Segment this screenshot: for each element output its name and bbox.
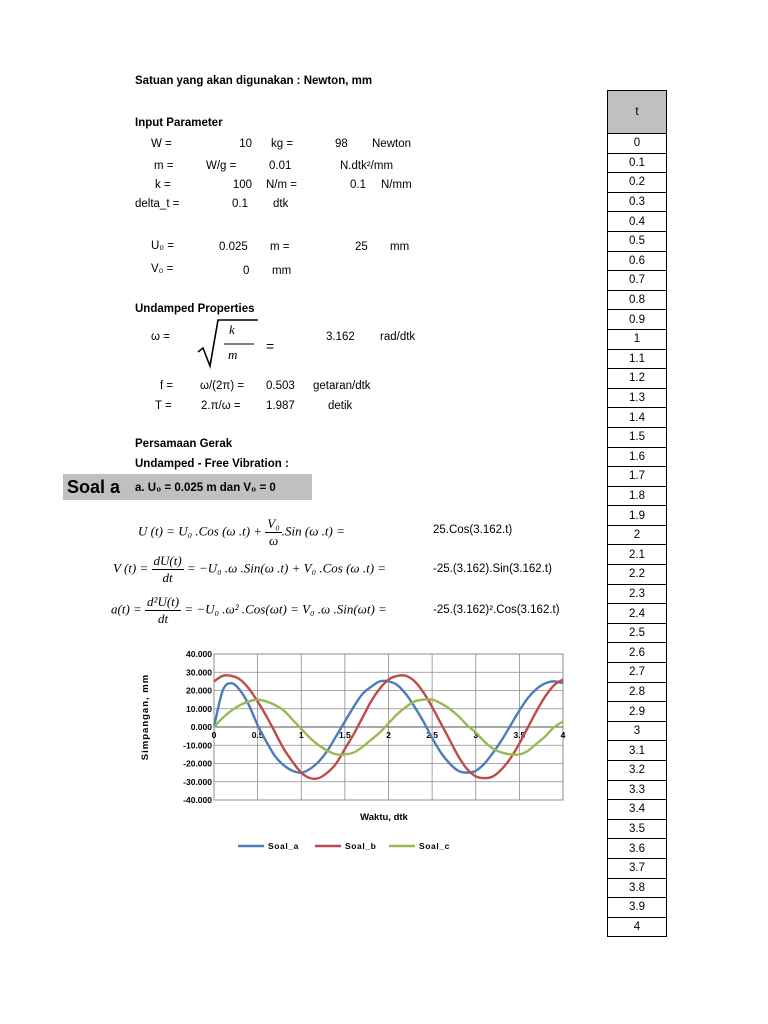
y-tick-label: 30.000 [186, 667, 212, 678]
eq2-lhs: V (t) = [113, 560, 149, 576]
time-column-header: t [608, 91, 667, 134]
time-cell: 1.3 [608, 388, 667, 408]
eq3-frac-num: d²U(t) [147, 594, 180, 609]
y-tick-label: 10.000 [186, 703, 212, 714]
time-cell: 3.1 [608, 741, 667, 761]
eq3-lhs: a(t) = [111, 601, 142, 617]
eq1-fraction [265, 516, 281, 549]
y-tick-label: 20.000 [186, 685, 212, 696]
displacement-chart [130, 645, 580, 860]
m-label: m = [154, 160, 174, 172]
legend-label: Soal_c [419, 841, 451, 851]
u0-unit-mm: mm [390, 241, 410, 253]
time-cell: 0 [608, 134, 667, 154]
chart-y-ticks [183, 649, 212, 805]
eq1-rhs-a: U₀ .Cos (ω .t) + [178, 523, 263, 539]
t-label: T = [155, 400, 172, 412]
k-value-2: 0.1 [350, 179, 366, 191]
time-cell: 0.6 [608, 251, 667, 271]
k-value: 100 [232, 179, 252, 191]
eq3-fraction [145, 594, 181, 627]
time-cell: 2.1 [608, 545, 667, 565]
k-unit: N/m = [266, 179, 297, 191]
eq1-frac-num: V₀ [267, 516, 280, 531]
time-cell: 4 [608, 917, 667, 937]
eq2-frac-den: dt [162, 570, 173, 585]
v0-value: 0 [243, 265, 250, 277]
y-tick-label: 0.000 [190, 722, 212, 732]
k-unit-2: N/mm [381, 179, 412, 191]
delta-t-unit: dtk [273, 198, 289, 210]
t-unit: detik [328, 400, 353, 412]
time-cell: 1 [608, 329, 667, 349]
time-cell: 2.8 [608, 682, 667, 702]
x-tick-label: 2 [386, 730, 391, 740]
time-cell: 2.2 [608, 565, 667, 585]
x-tick-label: 4 [560, 730, 566, 740]
x-tick-label: 3.5 [513, 730, 526, 740]
time-cell: 1.1 [608, 349, 667, 369]
time-cell: 1.4 [608, 408, 667, 428]
legend-label: Soal_b [345, 841, 377, 851]
time-cell: 2 [608, 525, 667, 545]
time-cell: 3.5 [608, 819, 667, 839]
eq3-rhs: = −U₀ .ω² .Cos(ωt) = V₀ .ω .Sin(ωt) = [184, 601, 387, 617]
m-expression: W/g = [206, 160, 237, 172]
k-label: k = [155, 179, 171, 191]
omega-denominator: m [228, 347, 238, 362]
input-heading: Input Parameter [135, 117, 223, 129]
v0-label: V₀ = [151, 263, 174, 275]
eq2-rhs: = −U₀ .ω .Sin(ω .t) + V₀ .Cos (ω .t) = [186, 560, 387, 576]
units-line: Satuan yang akan digunakan : Newton, mm [135, 75, 373, 87]
x-tick-label: 0.5 [251, 730, 264, 740]
omega-unit: rad/dtk [380, 331, 416, 343]
u0-unit: m = [270, 241, 290, 253]
y-tick-label: -10.000 [183, 740, 212, 751]
x-tick-label: 3 [473, 730, 479, 740]
w-label: W = [151, 138, 172, 150]
omega-label: ω = [151, 331, 170, 343]
eq1-rhs-b: .Sin (ω .t) = [281, 523, 345, 539]
delta-t-label: delta_t = [135, 198, 180, 210]
w-newton-value: 98 [335, 138, 348, 150]
time-column-table [607, 90, 667, 937]
eq1-frac-den: ω [268, 533, 279, 548]
m-value: 0.01 [269, 160, 292, 172]
f-value: 0.503 [266, 380, 295, 392]
eq2-fraction [152, 553, 184, 586]
time-cell: 2.7 [608, 663, 667, 683]
time-cell: 3.2 [608, 761, 667, 781]
y-tick-label: -30.000 [183, 776, 212, 787]
eq1-result: 25.Cos(3.162.t) [433, 524, 513, 536]
time-cell: 3 [608, 721, 667, 741]
time-cell: 3.6 [608, 839, 667, 859]
eq1-displacement [138, 516, 345, 549]
time-cell: 0.7 [608, 271, 667, 291]
omega-numerator: k [229, 322, 235, 337]
eq3-acceleration [111, 594, 387, 627]
time-cell: 0.2 [608, 173, 667, 193]
f-label: f = [160, 380, 174, 392]
eq3-result: -25.(3.162)².Cos(3.162.t) [433, 604, 560, 616]
f-expression: ω/(2π) = [200, 380, 245, 392]
eq2-frac-num: dU(t) [153, 553, 182, 568]
u0-label: U₀ = [151, 240, 174, 252]
time-cell: 0.3 [608, 192, 667, 212]
time-cell: 1.9 [608, 506, 667, 526]
u0-value-mm: 25 [355, 241, 368, 253]
eq1-lhs: U (t) = [138, 523, 175, 539]
time-cell: 1.7 [608, 467, 667, 487]
x-tick-label: 2.5 [426, 730, 439, 740]
legend-label: Soal_a [268, 841, 300, 851]
time-cell: 0.9 [608, 310, 667, 330]
time-cell: 0.5 [608, 231, 667, 251]
x-tick-label: 0 [211, 730, 217, 740]
w-value: 10 [239, 138, 252, 150]
time-cell: 2.6 [608, 643, 667, 663]
time-cell: 1.6 [608, 447, 667, 467]
y-tick-label: -40.000 [183, 795, 212, 805]
eq2-result: -25.(3.162).Sin(3.162.t) [433, 563, 552, 575]
w-unit: kg = [271, 138, 294, 150]
time-cell: 2.3 [608, 584, 667, 604]
soal-a-title: Soal a [67, 477, 121, 497]
time-cell: 3.9 [608, 898, 667, 918]
time-cell: 3.3 [608, 780, 667, 800]
x-tick-label: 1 [298, 730, 304, 740]
m-unit: N.dtk²/mm [340, 160, 394, 172]
time-cell: 2.9 [608, 702, 667, 722]
time-cell: 3.4 [608, 800, 667, 820]
soal-a-description: a. U₀ = 0.025 m dan V₀ = 0 [135, 482, 276, 494]
y-tick-label: -20.000 [183, 758, 212, 769]
time-cell: 3.8 [608, 878, 667, 898]
time-cell: 1.8 [608, 486, 667, 506]
delta-t-value: 0.1 [232, 198, 248, 210]
x-tick-label: 1.5 [338, 730, 351, 740]
chart-legend [238, 841, 450, 851]
motion-subheading: Undamped - Free Vibration : [135, 458, 289, 470]
f-unit: getaran/dtk [313, 380, 371, 392]
chart-y-label: Simpangan, mm [140, 673, 151, 761]
v0-unit: mm [272, 265, 292, 277]
time-cell: 0.4 [608, 212, 667, 232]
y-tick-label: 40.000 [186, 649, 212, 659]
time-cell: 1.2 [608, 369, 667, 389]
eq2-velocity [113, 553, 386, 586]
omega-equals: = [266, 338, 275, 354]
omega-value: 3.162 [326, 331, 355, 343]
t-expression: 2.π/ω = [201, 400, 241, 412]
time-cell: 1.5 [608, 427, 667, 447]
motion-heading: Persamaan Gerak [135, 438, 233, 450]
t-value: 1.987 [266, 400, 295, 412]
time-cell: 3.7 [608, 858, 667, 878]
time-cell: 0.8 [608, 290, 667, 310]
time-cell: 2.5 [608, 623, 667, 643]
eq3-frac-den: dt [158, 611, 169, 626]
time-cell: 0.1 [608, 153, 667, 173]
w-newton-unit: Newton [372, 138, 411, 150]
undamped-heading: Undamped Properties [135, 303, 255, 315]
chart-x-label: Waktu, dtk [360, 812, 408, 823]
time-cell: 2.4 [608, 604, 667, 624]
u0-value: 0.025 [219, 241, 248, 253]
